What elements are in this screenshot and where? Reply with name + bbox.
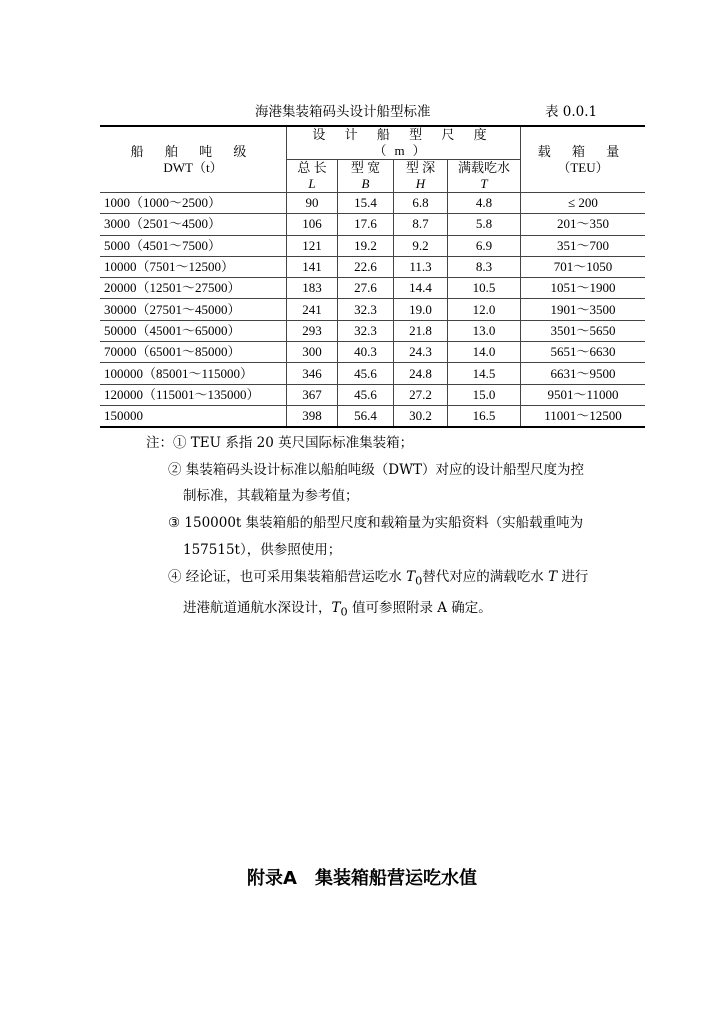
note-4a xyxy=(146,564,646,595)
note-3b: 157515t），供参照使用； xyxy=(183,541,342,558)
table-number: 表 0.0.1 xyxy=(545,104,598,120)
cell-h: 30.2 xyxy=(394,405,448,427)
note-4a-symbol-t: T xyxy=(548,568,558,585)
note-4a-mid: 替代对应的满载吃水 xyxy=(422,568,549,585)
cell-dwt: 50000（45001～65000） xyxy=(100,320,287,341)
header-breadth-label: 型 宽 xyxy=(350,160,381,175)
cell-b: 22.6 xyxy=(338,256,394,277)
table-row xyxy=(100,320,645,341)
note-4a-subscript: 0 xyxy=(415,574,423,588)
note-4b-subscript: 0 xyxy=(340,605,348,619)
table-row xyxy=(100,384,645,405)
header-depth xyxy=(394,160,448,193)
cell-h: 21.8 xyxy=(394,320,448,341)
cell-h: 27.2 xyxy=(394,384,448,405)
note-1 xyxy=(146,430,646,457)
cell-b: 45.6 xyxy=(338,384,394,405)
cell-teu: 9501～11000 xyxy=(521,384,646,405)
note-4b-post: 值可参照附录 A 确定。 xyxy=(347,599,492,616)
cell-t: 12.0 xyxy=(448,299,521,320)
cell-t: 10.5 xyxy=(448,278,521,299)
cell-dwt: 70000（65001～85000） xyxy=(100,342,287,363)
header-tonnage xyxy=(100,126,287,193)
note-4a-post: 进行 xyxy=(557,568,589,585)
cell-l: 398 xyxy=(287,405,338,427)
header-depth-label: 型 深 xyxy=(405,160,436,175)
cell-teu: 351～700 xyxy=(521,235,646,256)
note-prefix: 注： xyxy=(146,435,173,451)
header-draft xyxy=(448,160,521,193)
note-2b: 制标准，其载箱量为参考值； xyxy=(183,488,359,505)
cell-t: 13.0 xyxy=(448,320,521,341)
header-row-1 xyxy=(100,126,645,160)
cell-teu: 201～350 xyxy=(521,214,646,235)
cell-t: 16.5 xyxy=(448,405,521,427)
cell-h: 19.0 xyxy=(394,299,448,320)
table-row xyxy=(100,342,645,363)
note-4b-pre: 进港航道通航水深设计， xyxy=(183,599,332,616)
cell-b: 56.4 xyxy=(338,405,394,427)
cell-dwt: 100000（85001～115000） xyxy=(100,363,287,384)
cell-l: 106 xyxy=(287,214,338,235)
cell-b: 17.6 xyxy=(338,214,394,235)
table-row xyxy=(100,299,645,320)
cell-teu: 11001～12500 xyxy=(521,405,646,427)
cell-dwt: 1000（1000～2500） xyxy=(100,193,287,214)
header-length-label: 总 长 xyxy=(297,160,327,175)
note-2a: ② 集装箱码头设计标准以船舶吨级（DWT）对应的设计船型尺度为控 xyxy=(168,461,584,478)
header-draft-label: 满载吃水 xyxy=(457,160,510,175)
cell-h: 8.7 xyxy=(394,214,448,235)
ship-design-table xyxy=(100,125,645,428)
header-capacity xyxy=(521,126,646,193)
cell-l: 346 xyxy=(287,363,338,384)
header-dimensions: 设 计 船 型 尺 度（m） xyxy=(287,126,521,160)
note-3a: ③ 150000t 集装箱船的船型尺度和载箱量为实船资料（实船载重吨为 xyxy=(168,515,584,532)
cell-h: 9.2 xyxy=(394,235,448,256)
header-length-symbol: L xyxy=(308,176,316,191)
cell-b: 15.4 xyxy=(338,193,394,214)
cell-teu: ≤ 200 xyxy=(521,193,646,214)
table-row xyxy=(100,193,645,214)
table-row xyxy=(100,278,645,299)
cell-dwt: 150000 xyxy=(100,405,287,427)
table-row xyxy=(100,363,645,384)
cell-b: 27.6 xyxy=(338,278,394,299)
cell-b: 32.3 xyxy=(338,320,394,341)
cell-b: 40.3 xyxy=(338,342,394,363)
cell-l: 90 xyxy=(287,193,338,214)
cell-teu: 1901～3500 xyxy=(521,299,646,320)
table-caption xyxy=(100,97,645,120)
cell-teu: 6631～9500 xyxy=(521,363,646,384)
note-4a-symbol-t0: T xyxy=(406,568,416,585)
table-row xyxy=(100,214,645,235)
cell-l: 293 xyxy=(287,320,338,341)
cell-teu: 5651～6630 xyxy=(521,342,646,363)
note-4b xyxy=(146,595,646,626)
header-breadth-symbol: B xyxy=(361,176,370,191)
cell-h: 14.4 xyxy=(394,278,448,299)
cell-dwt: 120000（115001～135000） xyxy=(100,384,287,405)
cell-b: 45.6 xyxy=(338,363,394,384)
cell-t: 15.0 xyxy=(448,384,521,405)
cell-t: 5.8 xyxy=(448,214,521,235)
table-row xyxy=(100,235,645,256)
cell-t: 14.0 xyxy=(448,342,521,363)
header-draft-symbol: T xyxy=(480,176,488,191)
header-capacity-unit: （TEU） xyxy=(557,159,609,175)
appendix-heading: 附录A 集装箱船营运吃水值 xyxy=(247,868,477,889)
cell-h: 24.8 xyxy=(394,363,448,384)
header-length xyxy=(287,160,338,193)
cell-t: 8.3 xyxy=(448,256,521,277)
cell-h: 6.8 xyxy=(394,193,448,214)
cell-l: 141 xyxy=(287,256,338,277)
cell-l: 300 xyxy=(287,342,338,363)
header-depth-symbol: H xyxy=(415,176,426,191)
cell-b: 19.2 xyxy=(338,235,394,256)
cell-l: 183 xyxy=(287,278,338,299)
cell-l: 367 xyxy=(287,384,338,405)
header-tonnage-label: 船 舶 吨 级 xyxy=(130,143,256,159)
header-tonnage-unit: DWT（t） xyxy=(163,159,223,175)
cell-h: 24.3 xyxy=(394,342,448,363)
cell-b: 32.3 xyxy=(338,299,394,320)
cell-dwt: 20000（12501～27500） xyxy=(100,278,287,299)
cell-teu: 1051～1900 xyxy=(521,278,646,299)
header-breadth xyxy=(338,160,394,193)
table-row xyxy=(100,405,645,427)
cell-teu: 3501～5650 xyxy=(521,320,646,341)
table-row xyxy=(100,256,645,277)
cell-dwt: 3000（2501～4500） xyxy=(100,214,287,235)
cell-h: 11.3 xyxy=(394,256,448,277)
cell-t: 6.9 xyxy=(448,235,521,256)
cell-dwt: 5000（4501～7500） xyxy=(100,235,287,256)
table-title: 海港集装箱码头设计船型标准 xyxy=(255,104,431,120)
note-4b-symbol-t0: T xyxy=(331,599,341,616)
table-notes xyxy=(146,430,646,626)
cell-l: 241 xyxy=(287,299,338,320)
note-4a-pre: ④ 经论证，也可采用集装箱船营运吃水 xyxy=(168,568,407,585)
header-capacity-label: 载 箱 量 xyxy=(537,143,629,159)
cell-dwt: 10000（7501～12500） xyxy=(100,256,287,277)
cell-t: 4.8 xyxy=(448,193,521,214)
note-1-text: ① TEU 系指 20 英尺国际标准集装箱； xyxy=(173,435,414,451)
cell-dwt: 30000（27501～45000） xyxy=(100,299,287,320)
cell-teu: 701～1050 xyxy=(521,256,646,277)
cell-t: 14.5 xyxy=(448,363,521,384)
cell-l: 121 xyxy=(287,235,338,256)
